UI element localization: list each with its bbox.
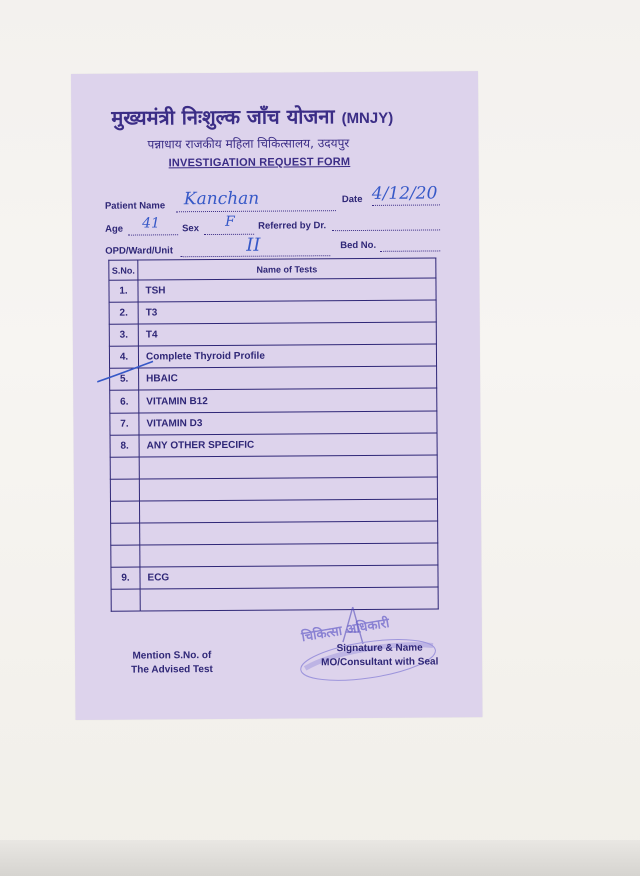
patient-name-value: Kanchan (183, 188, 260, 210)
test-name (139, 499, 437, 523)
test-name: ANY OTHER SPECIFIC (139, 433, 437, 457)
form-title-hindi: मुख्यमंत्री निःशुल्क जाँच योजना (111, 104, 335, 130)
test-name: T4 (138, 322, 436, 346)
referred-by-label: Referred by Dr. (258, 220, 327, 232)
test-sno: 9. (111, 567, 140, 589)
date-label: Date (341, 193, 363, 206)
table-row (110, 499, 437, 523)
referred-by-line (332, 229, 440, 231)
test-sno: 7. (110, 413, 139, 435)
test-sno: 3. (109, 324, 138, 346)
date-value: 4/12/20 (371, 183, 438, 204)
table-row (111, 565, 438, 589)
test-sno: 1. (109, 280, 138, 302)
test-sno (110, 479, 139, 501)
test-name: TSH (138, 278, 436, 302)
pen-tick-mark (97, 357, 157, 387)
date-line (372, 204, 440, 205)
table-row (111, 543, 438, 567)
test-name: T3 (138, 300, 436, 324)
scanner-bottom-edge (0, 840, 640, 876)
test-sno: 4. (109, 346, 138, 368)
test-sno: 8. (110, 435, 139, 457)
test-sno (110, 501, 139, 523)
test-sno: 5. (110, 368, 139, 390)
opd-ward-unit-label: OPD/Ward/Unit (105, 245, 174, 257)
test-name: Complete Thyroid Profile (138, 344, 436, 368)
table-row (110, 433, 437, 457)
test-sno (111, 523, 140, 545)
table-row (109, 322, 436, 346)
test-name: VITAMIN D3 (139, 411, 437, 435)
test-sno: 2. (109, 302, 138, 324)
table-row (109, 300, 436, 324)
test-sno: 6. (110, 391, 139, 413)
signature-block (321, 641, 438, 670)
signature-line-1: Signature & Name (336, 642, 423, 655)
form-heading: INVESTIGATION REQUEST FORM (168, 156, 351, 170)
table-row (110, 366, 437, 390)
mention-sno-note (131, 649, 213, 678)
patient-name-label: Patient Name (104, 200, 166, 212)
sex-label: Sex (182, 223, 200, 235)
table-row (109, 344, 436, 368)
test-name (140, 521, 438, 545)
table-header-row (109, 258, 436, 280)
test-sno (111, 589, 140, 611)
table-row (111, 521, 438, 545)
age-line (128, 234, 178, 235)
test-name (139, 455, 437, 479)
table-row (110, 388, 437, 412)
header-sno: S.No. (109, 260, 138, 280)
sex-value: F (224, 213, 235, 230)
test-name (139, 477, 437, 501)
hospital-name: पन्नाधाय राजकीय महिला चिकित्सालय, उदयपुर (147, 136, 350, 152)
patient-name-line (176, 210, 336, 212)
table-row (110, 411, 437, 435)
test-name: HBAIC (139, 366, 437, 390)
test-name: VITAMIN B12 (139, 388, 437, 412)
age-label: Age (105, 223, 124, 235)
test-name: ECG (140, 565, 438, 589)
test-name (140, 543, 438, 567)
test-sno (110, 457, 139, 479)
table-row (109, 278, 436, 302)
bed-no-label: Bed No. (340, 239, 377, 252)
opd-ward-unit-value: II (246, 234, 261, 256)
form-title (111, 102, 393, 131)
header-test-name: Name of Tests (138, 258, 436, 280)
table-row (110, 477, 437, 501)
stamp-text: चिकित्सा अधिकारी (300, 615, 391, 646)
test-sno (111, 545, 140, 567)
age-value: 41 (141, 215, 160, 232)
investigation-request-form (71, 71, 482, 720)
tests-table (108, 257, 438, 612)
mention-line-1: Mention S.No. of (132, 650, 212, 662)
signature-line-2: MO/Consultant with Seal (321, 656, 439, 669)
table-row (110, 455, 437, 479)
form-title-abbr: (MNJY) (341, 109, 394, 128)
mention-line-2: The Advised Test (131, 664, 213, 676)
bed-no-line (380, 250, 440, 251)
